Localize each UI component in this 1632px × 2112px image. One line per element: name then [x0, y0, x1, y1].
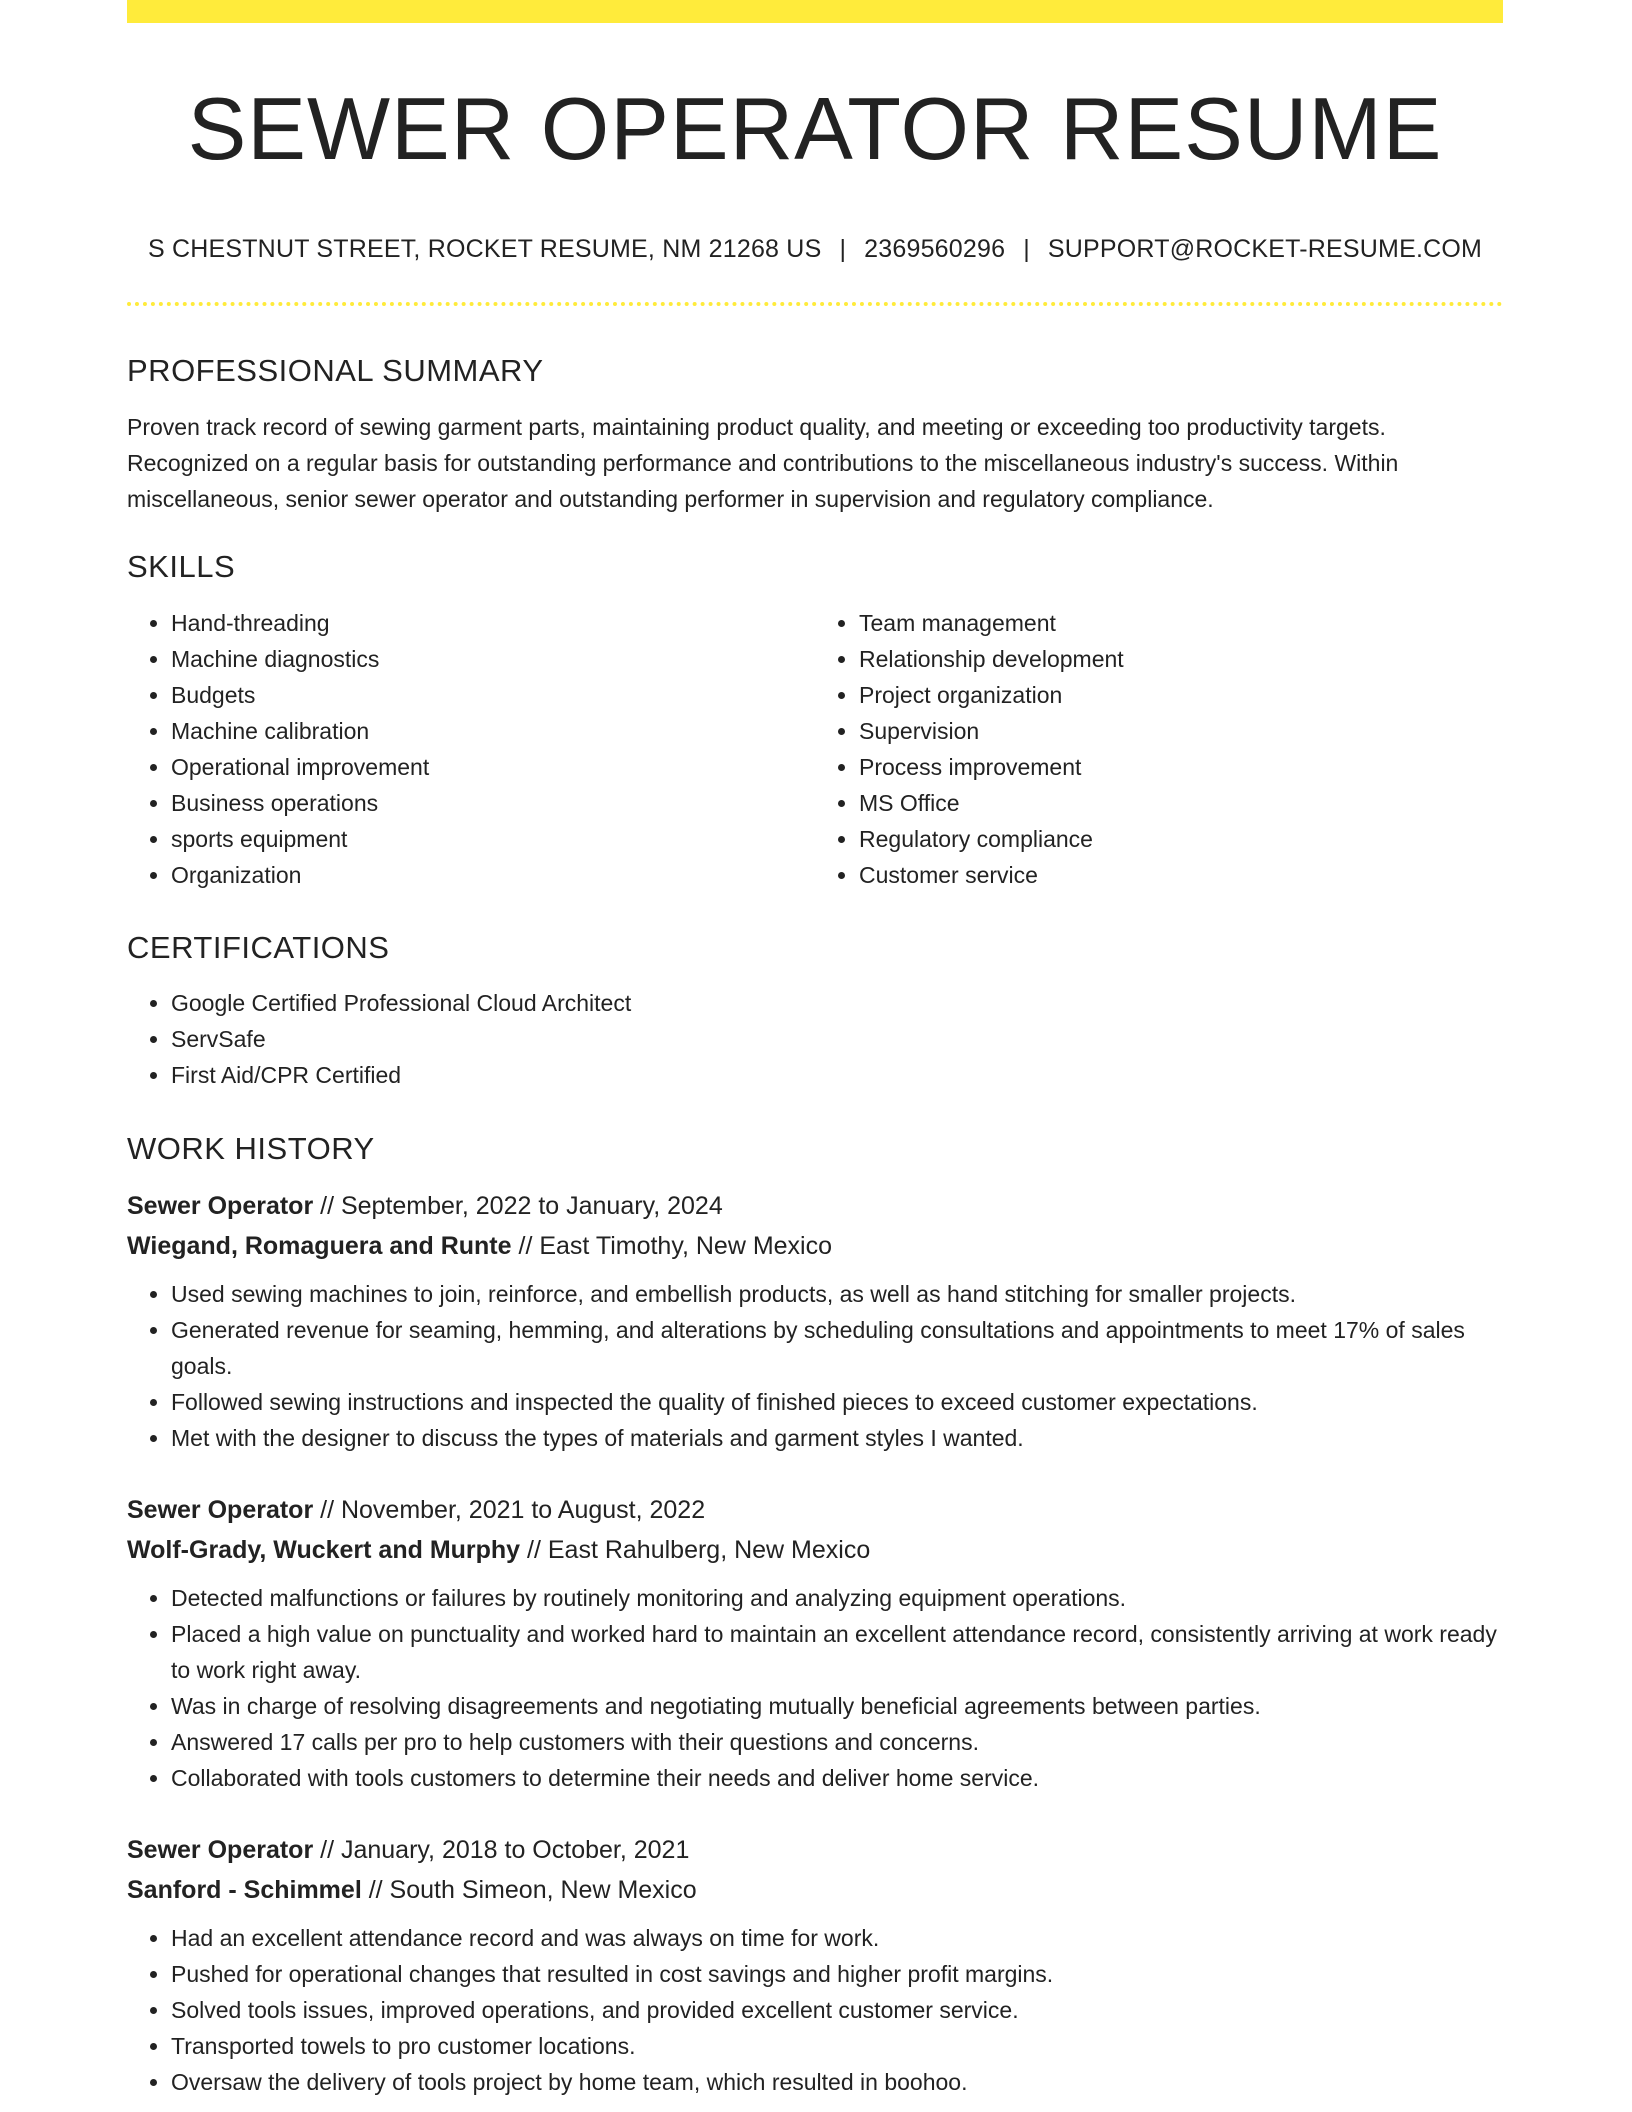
job-bullet: • Answered 17 calls per pro to help customers with their questions and concerns.	[171, 1724, 1503, 1760]
job-title-line	[127, 1490, 1503, 1530]
skill-item: • Regulatory compliance	[859, 821, 1503, 857]
skill-item: • Organization	[171, 857, 815, 893]
job-bullet: • Met with the designer to discuss the types of materials and garment styles I wanted.	[171, 1420, 1503, 1456]
skills-list-right	[815, 605, 1503, 893]
skill-item: • Operational improvement	[171, 749, 815, 785]
job-company-line	[127, 1870, 1503, 1910]
job-bullet: • Generated revenue for seaming, hemming, and alterations by scheduling consultations and appointments to meet 17% of sales goals.	[171, 1312, 1503, 1384]
job-bullet: • Had an excellent attendance record and was always on time for work.	[171, 1920, 1503, 1956]
job-location: // East Timothy, New Mexico	[511, 1232, 833, 1260]
job-company-line	[127, 1530, 1503, 1570]
resume-page	[127, 0, 1503, 2100]
contact-separator: |	[1023, 235, 1030, 263]
skill-item: • Team management	[859, 605, 1503, 641]
certification-item: • First Aid/CPR Certified	[171, 1057, 1503, 1093]
skill-item: • Project organization	[859, 677, 1503, 713]
contact-email: SUPPORT@ROCKET-RESUME.COM	[1047, 235, 1483, 263]
job-company-line	[127, 1226, 1503, 1266]
contact-address: S CHESTNUT STREET, ROCKET RESUME, NM 21268 US	[147, 235, 822, 263]
skills-heading: SKILLS	[127, 549, 236, 584]
skill-item: • Budgets	[171, 677, 815, 713]
job-bullet: • Detected malfunctions or failures by routinely monitoring and analyzing equipment operations.	[171, 1580, 1503, 1616]
job-dates: // January, 2018 to October, 2021	[313, 1836, 690, 1864]
top-accent-bar	[127, 0, 1503, 23]
summary-heading: PROFESSIONAL SUMMARY	[127, 353, 544, 388]
skills-columns	[127, 605, 1503, 893]
job-bullet: • Placed a high value on punctuality and worked hard to maintain an excellent attendance record, consistently arriving at work ready to work right away.	[171, 1616, 1503, 1688]
job-bullets	[127, 1580, 1503, 1796]
dotted-divider	[127, 302, 1503, 306]
job-bullets	[127, 1920, 1503, 2100]
skill-item: • Relationship development	[859, 641, 1503, 677]
skill-item: • Machine calibration	[171, 713, 815, 749]
job-bullet: • Oversaw the delivery of tools project by home team, which resulted in boohoo.	[171, 2064, 1503, 2100]
skill-item: • Supervision	[859, 713, 1503, 749]
job-dates: // September, 2022 to January, 2024	[313, 1192, 723, 1220]
contact-phone: 2369560296	[864, 235, 1006, 263]
job-bullet: • Followed sewing instructions and inspected the quality of finished pieces to exceed customer expectations.	[171, 1384, 1503, 1420]
job-title-line	[127, 1830, 1503, 1870]
certifications-heading: CERTIFICATIONS	[127, 930, 390, 965]
job-bullet: • Was in charge of resolving disagreements and negotiating mutually beneficial agreements between parties.	[171, 1688, 1503, 1724]
job-entry	[127, 1186, 1503, 1456]
skills-list-left	[127, 605, 815, 893]
job-bullet: • Pushed for operational changes that resulted in cost savings and higher profit margins.	[171, 1956, 1503, 1992]
skill-item: • Machine diagnostics	[171, 641, 815, 677]
skill-item: • Hand-threading	[171, 605, 815, 641]
contact-line	[127, 237, 1503, 262]
skill-item: • MS Office	[859, 785, 1503, 821]
skill-item: • Business operations	[171, 785, 815, 821]
certification-item: • ServSafe	[171, 1021, 1503, 1057]
job-company: Wolf-Grady, Wuckert and Murphy	[127, 1536, 521, 1564]
job-title: Sewer Operator	[127, 1192, 314, 1220]
job-location: // South Simeon, New Mexico	[361, 1876, 697, 1904]
job-bullet: • Transported towels to pro customer locations.	[171, 2028, 1503, 2064]
job-entry	[127, 1830, 1503, 2100]
job-title: Sewer Operator	[127, 1496, 314, 1524]
job-company: Sanford - Schimmel	[127, 1876, 362, 1904]
job-bullet: • Used sewing machines to join, reinforce, and embellish products, as well as hand stitching for smaller projects.	[171, 1276, 1503, 1312]
job-title-line	[127, 1186, 1503, 1226]
skill-item: • sports equipment	[171, 821, 815, 857]
certifications-list	[127, 985, 1503, 1093]
work-history-heading: WORK HISTORY	[127, 1131, 375, 1166]
job-dates: // November, 2021 to August, 2022	[313, 1496, 706, 1524]
job-bullet: • Collaborated with tools customers to determine their needs and deliver home service.	[171, 1760, 1503, 1796]
certification-item: • Google Certified Professional Cloud Architect	[171, 985, 1503, 1021]
page-title: SEWER OPERATOR RESUME	[187, 79, 1443, 178]
skill-item: • Customer service	[859, 857, 1503, 893]
job-bullet: • Solved tools issues, improved operations, and provided excellent customer service.	[171, 1992, 1503, 2028]
job-entry	[127, 1490, 1503, 1796]
job-bullets	[127, 1276, 1503, 1456]
skill-item: • Process improvement	[859, 749, 1503, 785]
job-company: Wiegand, Romaguera and Runte	[127, 1232, 512, 1260]
job-location: // East Rahulberg, New Mexico	[520, 1536, 871, 1564]
job-title: Sewer Operator	[127, 1836, 314, 1864]
contact-separator: |	[839, 235, 847, 263]
summary-text: Proven track record of sewing garment parts, maintaining product quality, and meeting or exceeding too productivity targets. Recognized on a regular basis for outstanding performance and contributions to the miscellaneous industry's success. Within miscellaneous, senior sewer operator and outstanding performer in supervision and regulatory compliance.	[127, 414, 1399, 512]
